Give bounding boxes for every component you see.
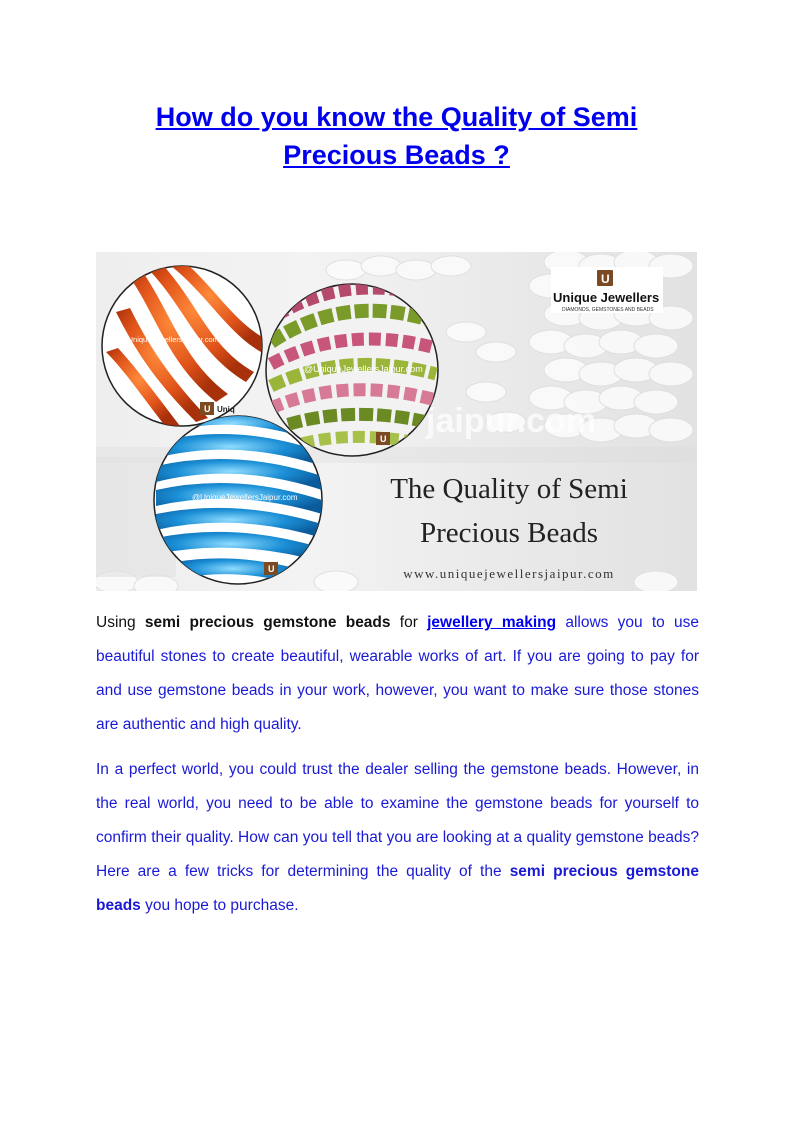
carnelian-beads-photo	[102, 258, 264, 427]
banner-image	[96, 252, 697, 591]
banner-graphic	[96, 252, 697, 591]
p1-bold-gemstone-beads: semi precious gemstone beads	[144, 614, 391, 631]
badge-logo-2: U	[380, 434, 387, 444]
p1-text-3: allows you to use beautiful stones to create beautiful, wearable works of art. If you are going to pay for and use gemstone beads in your work, however, you want to make sure those stones are authentic and high quality.	[96, 614, 700, 733]
banner-heading-line1: The Quality of Semi	[390, 473, 628, 505]
brand-tagline: DIAMONDS, GEMSTONES AND BEADS	[562, 307, 654, 313]
blue-topaz-beads-photo	[154, 412, 322, 584]
watermark-text-1: @UniqueJewellersJaipur.com	[120, 335, 219, 344]
banner-website: www.uniquejewellersjaipur.com	[403, 566, 615, 581]
paragraph-quality	[96, 753, 699, 923]
brand-logo-letter: U	[601, 272, 610, 286]
banner-watermark-large: jaipur.com	[426, 402, 597, 440]
watermark-text-2: @UniqueJewellersJaipur.com	[304, 364, 423, 374]
p1-text-1: Using	[96, 614, 145, 631]
title-link[interactable]: How do you know the Quality of Semi Precious Beads ?	[155, 102, 638, 170]
page-title[interactable]	[96, 98, 697, 174]
jewellery-making-link[interactable]: jewellery making	[427, 614, 557, 631]
badge-logo-1: U	[204, 404, 211, 414]
brand-name: Unique Jewellers	[553, 290, 660, 305]
watermark-text-3: @UniqueJewellersJaipur.com	[192, 493, 298, 502]
p2-text-1: In a perfect world, you could trust the dealer selling the gemstone beads. However, in the real world, you need to be able to examine the gemstone beads for yourself to confirm their quality. How can you tell that you are looking at a quality gemstone beads? Here are a few tricks for determining the quality of the	[96, 761, 699, 880]
p1-text-2: for	[390, 614, 428, 631]
brand-logo	[551, 267, 663, 313]
badge-text-1: Uniq	[217, 405, 235, 414]
tourmaline-beads-photo	[266, 284, 438, 456]
p2-bold-gemstone-beads: semi precious gemstone beads	[96, 863, 699, 914]
p2-text-2: you hope to purchase.	[140, 897, 299, 914]
banner-heading-line2: Precious Beads	[420, 517, 598, 549]
badge-logo-3: U	[268, 564, 275, 574]
paragraph-intro	[96, 606, 699, 742]
